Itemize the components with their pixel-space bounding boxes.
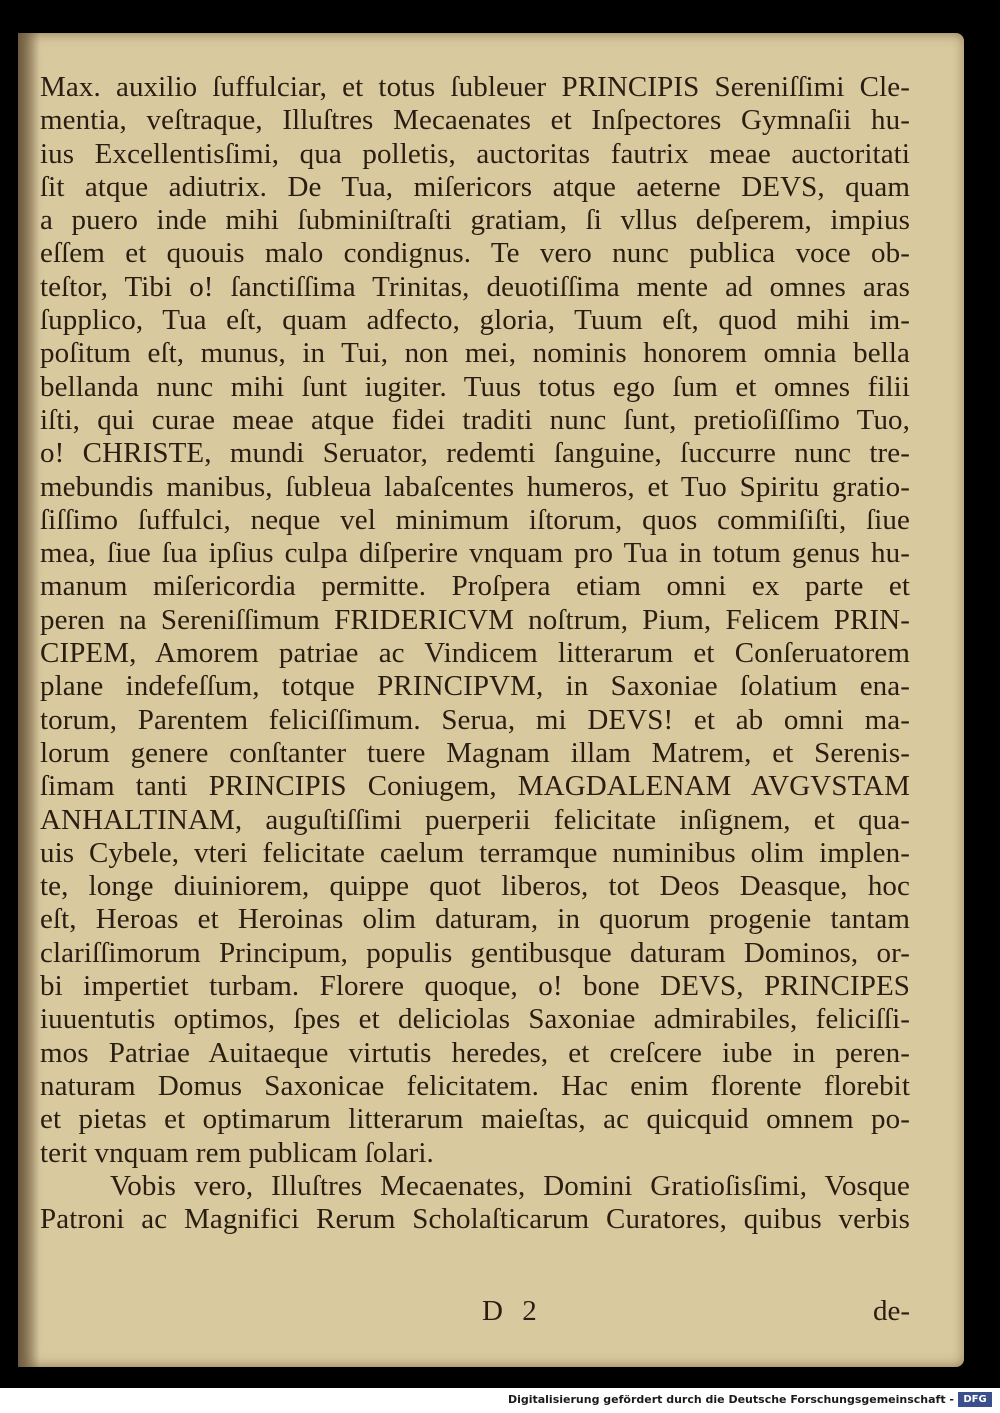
text-line-9: poſitum eſt, munus, in Tui, non mei, nominis honorem omnia bella — [40, 337, 910, 370]
signature-mark: D 2 — [482, 1295, 543, 1327]
page-footer — [40, 1295, 910, 1328]
text-line-1: Max. auxilio ſuffulciar, et totus ſubleuer PRINCIPIS Sereniſſimi Cle- — [40, 71, 910, 103]
text-line-35: Patroni ac Magnifici Rerum Scholaſticarum Curatores, quibus verbis — [40, 1203, 910, 1236]
text-line-17: peren na Sereniſſimum FRIDERICVM noſtrum, Pium, Felicem PRIN- — [40, 603, 910, 636]
dfg-logo: DFG — [958, 1392, 992, 1407]
text-line-30: mos Patriae Auitaeque virtutis heredes, et creſcere iube in peren- — [40, 1036, 910, 1069]
text-line-32: et pietas et optimarum litterarum maieſtas, ac quicquid omnem po- — [40, 1103, 910, 1136]
credit-bar — [0, 1388, 1000, 1413]
text-line-15: mea, ſiue ſua ipſius culpa diſperire vnquam pro Tua in totum genus hu- — [40, 537, 910, 570]
text-line-27: clariſſimorum Principum, populis gentibusque daturam Dominos, or- — [40, 936, 910, 969]
text-line-34: Vobis vero, Illuſtres Mecaenates, Domini Gratioſisſimi, Vosque — [110, 1169, 910, 1202]
text-line-23: ANHALTINAM, auguſtiſſimi puerperii felicitate inſignem, et qua- — [40, 803, 910, 836]
text-line-14: ſiſſimo ſuffulci, neque vel minimum iſtorum, quos commiſiſti, ſiue — [40, 503, 910, 536]
text-line-16: manum miſericordia permitte. Proſpera etiam omni ex parte et — [40, 570, 910, 603]
text-line-2: mentia, veſtraque, Illuſtres Mecaenates et Inſpectores Gymnaſii hu- — [40, 104, 910, 137]
text-line-28: bi impertiet turbam. Florere quoque, o! bone DEVS, PRINCIPES — [40, 970, 910, 1003]
text-line-7: teſtor, Tibi o! ſanctiſſima Trinitas, deuotiſſima mente ad omnes aras — [40, 270, 910, 303]
text-line-8: ſupplico, Tua eſt, quam adfecto, gloria, Tuum eſt, quod mihi im- — [40, 304, 910, 337]
page-gutter-shadow — [18, 33, 40, 1367]
text-line-22: ſimam tanti PRINCIPIS Coniugem, MAGDALENAM AVGVSTAM — [40, 770, 910, 803]
text-line-10: bellanda nunc mihi ſunt iugiter. Tuus totus ego ſum et omnes filii — [40, 370, 910, 403]
text-line-11: iſti, qui curae meae atque fidei traditi nunc ſunt, pretioſiſſimo Tuo, — [40, 403, 910, 436]
text-line-19: plane indefeſſum, totque PRINCIPVM, in Saxoniae ſolatium ena- — [40, 670, 910, 703]
book-page — [18, 33, 964, 1367]
text-line-25: te, longe diuiniorem, quippe quot liberos, tot Deos Deasque, hoc — [40, 870, 910, 903]
text-line-4: ſit atque adiutrix. De Tua, miſericors atque aeterne DEVS, quam — [40, 170, 910, 203]
text-line-26: eſt, Heroas et Heroinas olim daturam, in quorum progenie tantam — [40, 903, 910, 936]
text-line-12: o! CHRISTE, mundi Seruator, redemti ſanguine, ſuccurre nunc tre- — [40, 437, 910, 470]
body-text — [40, 71, 910, 1236]
text-line-6: eſſem et quouis malo condignus. Te vero nunc publica voce ob- — [40, 237, 910, 270]
text-line-5: a puero inde mihi ſubminiſtraſti gratiam, ſi vllus deſperem, impius — [40, 204, 910, 237]
funding-credit: Digitalisierung gefördert durch die Deutsche Forschungsgemeinschaft - — [507, 1393, 954, 1406]
text-line-24: uis Cybele, vteri felicitate caelum terramque numinibus olim implen- — [40, 836, 910, 869]
text-line-31: naturam Domus Saxonicae felicitatem. Hac enim florente florebit — [40, 1069, 910, 1102]
catchword: de- — [872, 1295, 910, 1327]
text-line-33: terit vnquam rem publicam ſolari. — [40, 1136, 434, 1169]
text-line-21: lorum genere conſtanter tuere Magnam illam Matrem, et Serenis- — [40, 736, 910, 769]
text-line-13: mebundis manibus, ſubleua labaſcentes humeros, et Tuo Spiritu gratio- — [40, 470, 910, 503]
text-line-20: torum, Parentem feliciſſimum. Serua, mi DEVS! et ab omni ma- — [40, 703, 910, 736]
text-line-29: iuuentutis optimos, ſpes et deliciolas Saxoniae admirabiles, feliciſſi- — [40, 1003, 910, 1036]
text-line-3: ius Excellentisſimi, qua polletis, auctoritas fautrix meae auctoritati — [40, 137, 910, 170]
text-line-18: CIPEM, Amorem patriae ac Vindicem litterarum et Conſeruatorem — [40, 637, 910, 670]
